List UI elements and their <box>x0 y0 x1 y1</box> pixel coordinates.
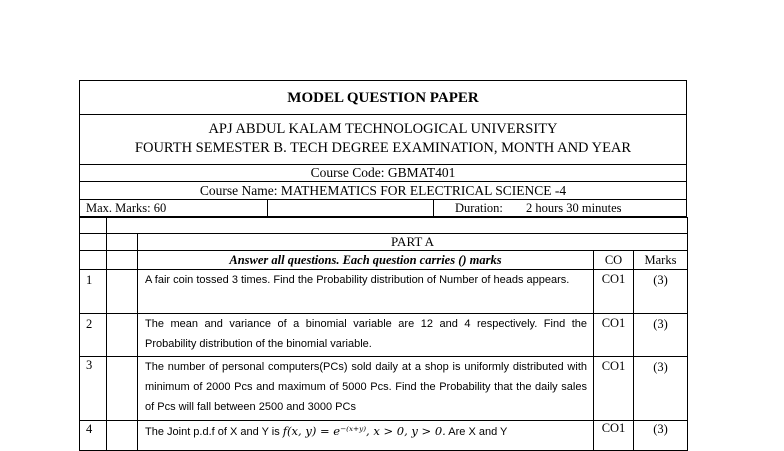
table-row <box>80 421 688 451</box>
question-marks: (3) <box>634 270 688 314</box>
table-row <box>80 270 688 314</box>
question-text-pre: The Joint p.d.f of X and Y is <box>145 426 280 438</box>
joint-pdf-formula: f(x, y) = e⁻⁽ˣ⁺ʸ⁾, x > 0, y > 0. <box>282 424 446 438</box>
spacer-row <box>80 218 688 234</box>
table-row <box>80 357 688 421</box>
exam-title: FOURTH SEMESTER B. TECH DEGREE EXAMINATION, MONTH AND YEAR <box>134 140 632 156</box>
question-marks: (3) <box>634 314 688 357</box>
part-heading: PART A <box>138 234 688 251</box>
max-marks: Max. Marks: 60 <box>80 200 268 216</box>
questions-table <box>79 217 688 451</box>
co-header: CO <box>594 251 634 270</box>
instruction-row <box>80 251 688 270</box>
question-co: CO1 <box>594 357 634 421</box>
instruction: Answer all questions. Each question carries () marks <box>138 251 594 270</box>
question-co: CO1 <box>594 314 634 357</box>
marks-header: Marks <box>634 251 688 270</box>
duration-label: Duration: <box>455 201 503 215</box>
marks-duration-row <box>79 200 687 217</box>
table-row <box>80 314 688 357</box>
question-number: 3 <box>80 357 107 421</box>
question-number: 1 <box>80 270 107 314</box>
question-marks: (3) <box>634 421 688 451</box>
question-number: 2 <box>80 314 107 357</box>
blank-cell <box>268 200 434 216</box>
question-text: The mean and variance of a binomial variable are 12 and 4 respectively. Find the Probability distribution of the binomial variable. <box>138 314 594 357</box>
duration-value: 2 hours 30 minutes <box>526 201 622 215</box>
question-marks: (3) <box>634 357 688 421</box>
question-text: The number of personal computers(PCs) sold daily at a shop is uniformly distributed with minimum of 2000 Pcs and maximum of 5000 Pcs. Find the Probability that the daily sales of Pcs will fall between 2500 and 3000 PCs <box>138 357 594 421</box>
course-code: Course Code: GBMAT401 <box>79 165 687 182</box>
course-name: Course Name: MATHEMATICS FOR ELECTRICAL SCIENCE -4 <box>79 182 687 200</box>
question-text-post: Are X and Y <box>448 426 508 438</box>
question-co: CO1 <box>594 270 634 314</box>
question-number: 4 <box>80 421 107 451</box>
question-text <box>138 421 594 451</box>
university-name: APJ ABDUL KALAM TECHNOLOGICAL UNIVERSITY <box>208 121 558 137</box>
university-block <box>79 115 687 165</box>
question-co: CO1 <box>594 421 634 451</box>
part-row <box>80 234 688 251</box>
question-text: A fair coin tossed 3 times. Find the Probability distribution of Number of heads appears. <box>138 270 594 314</box>
paper-title: MODEL QUESTION PAPER <box>79 80 687 115</box>
